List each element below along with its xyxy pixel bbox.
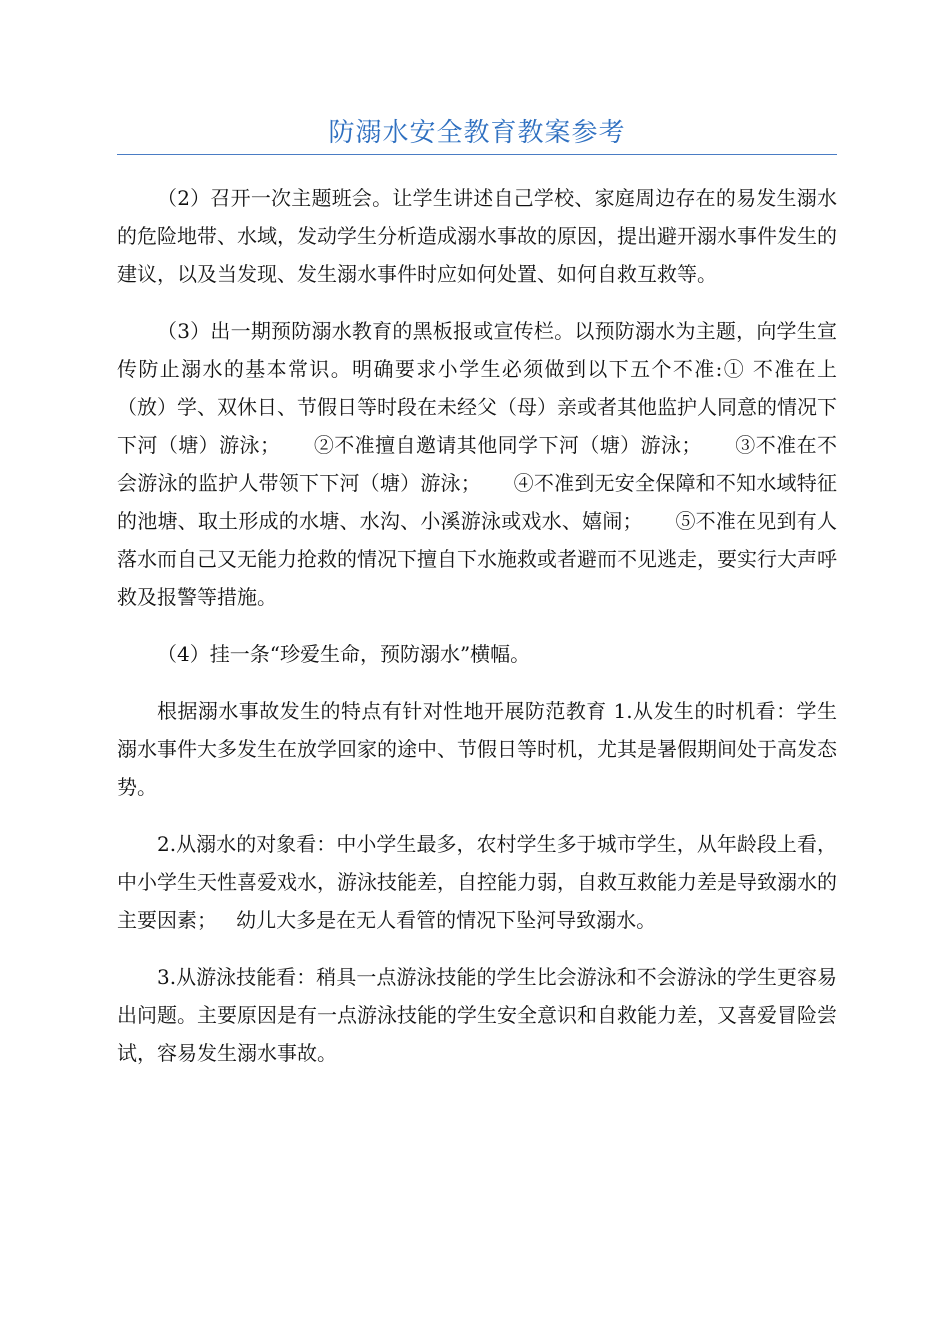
paragraph-class-meeting: （2）召开一次主题班会。让学生讲述自己学校、家庭周边存在的易发生溺水的危险地带、水域，发动学生分析造成溺水事故的原因，提出避开溺水事件发生的建议，以及当发现、发生溺水事件时应如何处置、如何自救互救等。 [117,186,837,286]
paragraph-timing: 根据溺水事故发生的特点有针对性地开展防范教育 1.从发生的时机看：学生溺水事件大多发生在放学回家的途中、节假日等时机，尤其是暑假期间处于高发态势。 [117,699,837,799]
document-page [117,0,837,1091]
paragraph-banner: （4）挂一条“珍爱生命，预防溺水”横幅。 [157,642,531,666]
paragraph-swimming-skill: 3.从游泳技能看：稍具一点游泳技能的学生比会游泳和不会游泳的学生更容易出问题。主要原因是有一点游泳技能的学生安全意识和自救能力差，又喜爱冒险尝试，容易发生溺水事故。 [117,965,837,1065]
document-title: 防溺水安全教育教案参考 [328,118,626,148]
document-body [117,155,837,1072]
paragraph-target-group: 2.从溺水的对象看：中小学生最多，农村学生多于城市学生，从年龄段上看，中小学生天性喜爱戏水，游泳技能差，自控能力弱，自救互救能力差是导致溺水的主要因素； 幼儿大多是在无人看管的情况下坠河导致溺水。 [117,832,837,932]
paragraph-blackboard-five-rules: （3）出一期预防溺水教育的黑板报或宣传栏。以预防溺水为主题，向学生宣传防止溺水的基本常识。明确要求小学生必须做到以下五个不准:① 不准在上（放）学、双休日、节假日等时段在未经父（母）亲或者其他监护人同意的情况下下河（塘）游泳； ②不准擅自邀请其他同学下河（塘）游泳； ③不准在不会游泳的监护人带领下下河（塘）游泳； ④不准到无安全保障和不知水域特征的池塘、取土形成的水塘、水沟、小溪游泳或戏水、嬉闹； ⑤不准在见到有人落水而自己又无能力抢救的情况下擅自下水施救或者避而不见逃走，要实行大声呼救及报警等措施。 [117,319,837,609]
